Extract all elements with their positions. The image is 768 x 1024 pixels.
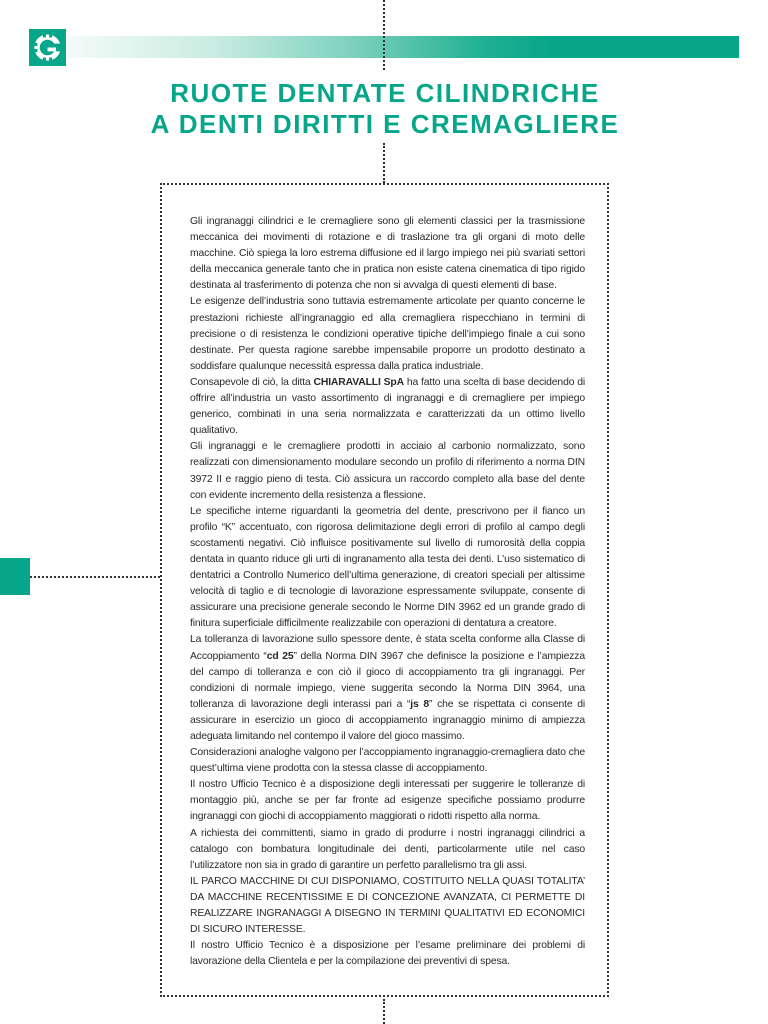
- body-text: [190, 214, 585, 970]
- page-title: [150, 78, 620, 140]
- side-tab-marker: [0, 558, 30, 595]
- paragraph: [190, 375, 585, 439]
- dotted-guide-middle: [383, 143, 385, 183]
- header-gradient-band: [68, 36, 739, 58]
- brand-logo: [29, 29, 66, 66]
- title-line-2: A DENTI DIRITTI E CREMAGLIERE: [150, 109, 620, 139]
- tolerance-class: js 8: [410, 698, 430, 710]
- paragraph: Gli ingranaggi cilindrici e le cremagliere sono gli elementi classici per la trasmissione meccanica dei movimenti di rotazione e di traslazione tra gli organi di moto delle macchine. Ciò spiega la loro estrema diffusione ed il largo impiego nei più svariati settori della meccanica generale tanto che in pratica non esiste catena cinematica di tipo rigido destinata al trasferimento di potenza che non si avvalga di questi elementi di base.: [190, 216, 585, 292]
- paragraph: IL PARCO MACCHINE DI CUI DISPONIAMO, COSTITUITO NELLA QUASI TOTALITA’ DA MACCHINE RECENTISSIME E DI CONCEZIONE AVANZATA, CI PERMETTE DI REALIZZARE INGRANAGGI A DISEGNO IN TERMINI QUALITATIVI ED ECONOMICI DI SICURO INTERESSE.: [190, 875, 585, 936]
- title-line-1: RUOTE DENTATE CILINDRICHE: [170, 78, 600, 108]
- paragraph: Le specifiche interne riguardanti la geometria del dente, prescrivono per il fianco un profilo “K” accentuato, con rigorosa delimitazione degli errori di profilo al campo degli scostamenti negativi. Ciò influisce positivamente sul livello di rumorosità della coppia dentata in quanto riduce gli urti di ingranamento alla testa dei denti. L’uso sistematico di dentatrici a Controllo Numerico dell’ultima generazione, di creatori speciali per altissime velocità di taglio e di tecnologie di lavorazione espressamente sviluppate, consente di assicurare una precisione generale secondo le Norme DIN 3962 ed un grande grado di finitura superficiale difficilmente realizzabile con operazioni di dentatura a creatore.: [190, 505, 585, 630]
- text-run: ha fatto una scelta di base decidendo di offrire all’industria un vasto assortimento di ingranaggi e di cremagliere per impiego generico, combinati in una seria normalizzata e caratterizzati da un ottimo livello qualitativo.: [190, 376, 585, 437]
- paragraph: Le esigenze dell’industria sono tuttavia estremamente articolate per quanto concerne le prestazioni richieste all’ingranaggio ed alla cremagliera rispecchiano in termini di precisione o di resistenza le condizioni operative tipiche dell’impiego finale a cui sono destinate. Per questa ragione sarebbe impensabile proporre un prodotto destinato a soddisfare qualunque necessità espressa dalla pratica industriale.: [190, 296, 585, 372]
- text-run: ” della Norma DIN 3967 che definisce la posizione e l’ampiezza del campo di tolleranza e con ciò il gioco di accoppiamento tra gli ingranaggi. Per condizioni di normale impiego, viene suggerita secondo la Norma DIN 3964, una tolleranza di lavorazione degli interassi pari a “: [190, 650, 585, 710]
- paragraph: Il nostro Ufficio Tecnico è a disposizione per l’esame preliminare dei problemi di lavorazione della Clientela e per la compilazione dei preventivi di spesa.: [190, 940, 585, 968]
- paragraph: Il nostro Ufficio Tecnico è a disposizione degli interessati per suggerire le tolleranze di montaggio più, anche se per far fronte ad esigenze specifiche possiamo produrre ingranaggi con giochi di accoppiamento maggiorati o ridotti rispetto alla norma.: [190, 779, 585, 823]
- paragraph: Considerazioni analoghe valgono per l’accoppiamento ingranaggio-cremagliera dato che quest’ultima viene prodotta con la stessa classe di accoppiamento.: [190, 747, 585, 775]
- paragraph: [190, 632, 585, 745]
- text-run: ” che se rispettata ci consente di assicurare in esercizio un gioco di accoppiamento ingranaggio minimo di ampiezza adeguata limitando nel contempo il valore del gioco massimo.: [190, 698, 586, 742]
- paragraph: Gli ingranaggi e le cremagliere prodotti in acciaio al carbonio normalizzato, sono realizzati con dimensionamento modulare secondo un profilo di riferimento a norma DIN 3972 II e raggio pieno di testa. Ciò assicura un raccordo completo alla base del dente con evidente incremento della resistenza a flessione.: [190, 441, 585, 501]
- dotted-guide-top: [383, 0, 385, 70]
- text-run: La tolleranza di lavorazione sullo spessore dente, è stata scelta conforme alla Classe di Accoppiamento “: [190, 634, 585, 662]
- text-run: Consapevole di ciò, la ditta: [190, 376, 314, 388]
- paragraph: A richiesta dei committenti, siamo in grado di produrre i nostri ingranaggi cilindrici a catalogo con bombatura longitudinale dei denti, particolarmente utile nel caso l’utilizzatore non sia in grado di garantire un perfetto parallelismo tra gli assi.: [190, 827, 585, 871]
- dotted-guide-bottom: [383, 999, 385, 1024]
- company-name: CHIARAVALLI SpA: [313, 376, 404, 388]
- c-gear-logo-icon: [32, 32, 63, 63]
- coupling-class: cd 25: [266, 650, 294, 662]
- dotted-guide-horizontal: [30, 576, 160, 578]
